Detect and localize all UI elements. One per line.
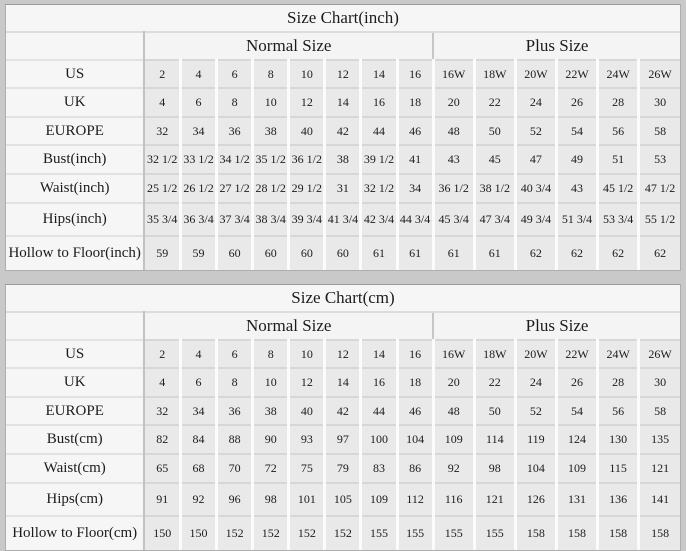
size-cell: 24	[515, 368, 556, 397]
size-cell: 109	[433, 425, 474, 454]
size-cell: 2	[144, 340, 180, 368]
size-cell: 33 1/2	[180, 145, 216, 174]
size-cell: 136	[598, 483, 639, 516]
size-cell: 58	[639, 117, 680, 145]
row-label: US	[6, 60, 144, 88]
size-cell: 2	[144, 60, 180, 88]
corner-cell	[6, 312, 144, 340]
size-cell: 36 3/4	[180, 203, 216, 236]
size-cell: 10	[253, 88, 289, 117]
size-cell: 40	[289, 117, 325, 145]
size-cell: 152	[253, 516, 289, 550]
table-title: Size Chart(cm)	[6, 285, 680, 312]
column-group-header: Normal Size	[144, 32, 433, 60]
size-cell: 10	[289, 60, 325, 88]
table-row	[6, 340, 680, 368]
size-cell: 42	[325, 117, 361, 145]
size-cell: 53	[639, 145, 680, 174]
size-cell: 40	[289, 397, 325, 425]
size-chart-table	[6, 5, 680, 270]
table-row	[6, 454, 680, 483]
size-cell: 24W	[598, 340, 639, 368]
size-cell: 50	[474, 397, 515, 425]
size-cell: 22	[474, 368, 515, 397]
size-cell: 45 1/2	[598, 174, 639, 203]
size-cell: 158	[515, 516, 556, 550]
size-cell: 124	[556, 425, 597, 454]
size-cell: 88	[217, 425, 253, 454]
size-cell: 150	[180, 516, 216, 550]
size-cell: 45 3/4	[433, 203, 474, 236]
size-cell: 121	[474, 483, 515, 516]
size-chart-inch	[5, 4, 681, 271]
size-cell: 62	[556, 236, 597, 270]
size-cell: 62	[639, 236, 680, 270]
size-cell: 35 1/2	[253, 145, 289, 174]
corner-cell	[6, 32, 144, 60]
size-cell: 155	[433, 516, 474, 550]
size-cell: 47 1/2	[639, 174, 680, 203]
size-cell: 36 1/2	[289, 145, 325, 174]
size-cell: 48	[433, 117, 474, 145]
row-label: Waist(inch)	[6, 174, 144, 203]
size-cell: 30	[639, 368, 680, 397]
table-row	[6, 145, 680, 174]
table-row	[6, 117, 680, 145]
row-label: Bust(cm)	[6, 425, 144, 454]
table-row	[6, 88, 680, 117]
size-cell: 130	[598, 425, 639, 454]
size-cell: 18	[397, 368, 433, 397]
size-cell: 20	[433, 88, 474, 117]
column-group-header: Normal Size	[144, 312, 433, 340]
size-cell: 28	[598, 88, 639, 117]
size-cell: 27 1/2	[217, 174, 253, 203]
table-row	[6, 368, 680, 397]
size-cell: 6	[180, 88, 216, 117]
size-cell: 40 3/4	[515, 174, 556, 203]
size-cell: 126	[515, 483, 556, 516]
size-cell: 12	[289, 88, 325, 117]
size-cell: 37 3/4	[217, 203, 253, 236]
size-cell: 32 1/2	[361, 174, 397, 203]
size-cell: 155	[474, 516, 515, 550]
size-cell: 58	[639, 397, 680, 425]
size-cell: 26 1/2	[180, 174, 216, 203]
size-cell: 98	[474, 454, 515, 483]
column-group-header: Plus Size	[433, 312, 680, 340]
size-cell: 52	[515, 397, 556, 425]
size-cell: 10	[253, 368, 289, 397]
size-cell: 79	[325, 454, 361, 483]
size-cell: 22	[474, 88, 515, 117]
size-cell: 61	[397, 236, 433, 270]
table-row	[6, 174, 680, 203]
size-cell: 35 3/4	[144, 203, 180, 236]
size-cell: 6	[217, 340, 253, 368]
size-cell: 26	[556, 88, 597, 117]
size-cell: 18W	[474, 60, 515, 88]
row-label: EUROPE	[6, 117, 144, 145]
size-cell: 22W	[556, 340, 597, 368]
size-cell: 16	[397, 340, 433, 368]
size-cell: 53 3/4	[598, 203, 639, 236]
size-cell: 25 1/2	[144, 174, 180, 203]
size-cell: 158	[556, 516, 597, 550]
size-cell: 16	[397, 60, 433, 88]
size-cell: 61	[361, 236, 397, 270]
size-cell: 131	[556, 483, 597, 516]
size-cell: 52	[515, 117, 556, 145]
size-cell: 86	[397, 454, 433, 483]
size-cell: 61	[433, 236, 474, 270]
size-cell: 92	[180, 483, 216, 516]
size-cell: 100	[361, 425, 397, 454]
size-cell: 30	[639, 88, 680, 117]
size-cell: 34 1/2	[217, 145, 253, 174]
table-row	[6, 397, 680, 425]
size-cell: 44	[361, 397, 397, 425]
size-cell: 116	[433, 483, 474, 516]
size-cell: 68	[180, 454, 216, 483]
size-cell: 61	[474, 236, 515, 270]
size-cell: 41	[397, 145, 433, 174]
table-title: Size Chart(inch)	[6, 5, 680, 32]
size-cell: 91	[144, 483, 180, 516]
size-cell: 47	[515, 145, 556, 174]
size-cell: 43	[556, 174, 597, 203]
row-label: Hips(inch)	[6, 203, 144, 236]
size-cell: 32 1/2	[144, 145, 180, 174]
size-cell: 158	[598, 516, 639, 550]
size-cell: 112	[397, 483, 433, 516]
row-label: UK	[6, 88, 144, 117]
size-cell: 8	[217, 368, 253, 397]
size-cell: 4	[144, 368, 180, 397]
size-cell: 55 1/2	[639, 203, 680, 236]
size-cell: 6	[180, 368, 216, 397]
column-group-header: Plus Size	[433, 32, 680, 60]
size-cell: 49 3/4	[515, 203, 556, 236]
size-cell: 34	[180, 117, 216, 145]
size-cell: 4	[180, 340, 216, 368]
size-cell: 8	[217, 88, 253, 117]
size-cell: 16	[361, 368, 397, 397]
table-row	[6, 203, 680, 236]
size-cell: 43	[433, 145, 474, 174]
size-cell: 39 3/4	[289, 203, 325, 236]
size-cell: 90	[253, 425, 289, 454]
size-cell: 41 3/4	[325, 203, 361, 236]
size-cell: 8	[253, 60, 289, 88]
size-cell: 46	[397, 117, 433, 145]
size-cell: 51 3/4	[556, 203, 597, 236]
table-row	[6, 516, 680, 550]
size-cell: 158	[639, 516, 680, 550]
size-cell: 24W	[598, 60, 639, 88]
size-cell: 16W	[433, 340, 474, 368]
size-cell: 38	[325, 145, 361, 174]
size-cell: 104	[397, 425, 433, 454]
size-cell: 26W	[639, 60, 680, 88]
size-cell: 39 1/2	[361, 145, 397, 174]
size-cell: 101	[289, 483, 325, 516]
size-cell: 109	[361, 483, 397, 516]
size-cell: 56	[598, 397, 639, 425]
table-row	[6, 60, 680, 88]
size-cell: 135	[639, 425, 680, 454]
size-cell: 38 1/2	[474, 174, 515, 203]
size-cell: 38 3/4	[253, 203, 289, 236]
size-cell: 115	[598, 454, 639, 483]
size-cell: 59	[180, 236, 216, 270]
size-cell: 49	[556, 145, 597, 174]
table-row	[6, 425, 680, 454]
size-cell: 12	[325, 60, 361, 88]
row-label: EUROPE	[6, 397, 144, 425]
size-cell: 42 3/4	[361, 203, 397, 236]
size-cell: 152	[325, 516, 361, 550]
size-chart-table	[6, 285, 680, 550]
size-cell: 155	[361, 516, 397, 550]
size-cell: 98	[253, 483, 289, 516]
size-cell: 47 3/4	[474, 203, 515, 236]
size-cell: 48	[433, 397, 474, 425]
size-cell: 51	[598, 145, 639, 174]
size-chart-cm	[5, 284, 681, 551]
size-cell: 92	[433, 454, 474, 483]
size-cell: 75	[289, 454, 325, 483]
size-cell: 12	[289, 368, 325, 397]
size-cell: 14	[361, 340, 397, 368]
size-cell: 83	[361, 454, 397, 483]
size-cell: 28 1/2	[253, 174, 289, 203]
size-cell: 44 3/4	[397, 203, 433, 236]
size-cell: 34	[397, 174, 433, 203]
size-cell: 114	[474, 425, 515, 454]
size-cell: 70	[217, 454, 253, 483]
size-cell: 62	[598, 236, 639, 270]
size-cell: 72	[253, 454, 289, 483]
row-label: UK	[6, 368, 144, 397]
row-label: Hollow to Floor(inch)	[6, 236, 144, 270]
size-cell: 62	[515, 236, 556, 270]
size-cell: 50	[474, 117, 515, 145]
size-cell: 60	[253, 236, 289, 270]
size-cell: 4	[180, 60, 216, 88]
size-cell: 84	[180, 425, 216, 454]
size-cell: 60	[289, 236, 325, 270]
size-cell: 97	[325, 425, 361, 454]
table-row	[6, 483, 680, 516]
size-cell: 28	[598, 368, 639, 397]
size-cell: 105	[325, 483, 361, 516]
size-cell: 36	[217, 397, 253, 425]
row-label: Hips(cm)	[6, 483, 144, 516]
size-cell: 42	[325, 397, 361, 425]
size-cell: 29 1/2	[289, 174, 325, 203]
size-cell: 18	[397, 88, 433, 117]
size-cell: 65	[144, 454, 180, 483]
size-cell: 54	[556, 117, 597, 145]
size-cell: 152	[289, 516, 325, 550]
size-cell: 26	[556, 368, 597, 397]
size-cell: 155	[397, 516, 433, 550]
size-cell: 38	[253, 397, 289, 425]
size-cell: 14	[325, 368, 361, 397]
size-cell: 150	[144, 516, 180, 550]
size-cell: 45	[474, 145, 515, 174]
size-cell: 18W	[474, 340, 515, 368]
row-label: US	[6, 340, 144, 368]
size-cell: 104	[515, 454, 556, 483]
row-label: Hollow to Floor(cm)	[6, 516, 144, 550]
size-cell: 16	[361, 88, 397, 117]
size-cell: 36 1/2	[433, 174, 474, 203]
size-cell: 59	[144, 236, 180, 270]
size-cell: 20	[433, 368, 474, 397]
size-cell: 6	[217, 60, 253, 88]
size-cell: 12	[325, 340, 361, 368]
size-cell: 10	[289, 340, 325, 368]
size-cell: 44	[361, 117, 397, 145]
size-cell: 93	[289, 425, 325, 454]
size-cell: 109	[556, 454, 597, 483]
size-cell: 60	[325, 236, 361, 270]
size-cell: 22W	[556, 60, 597, 88]
row-label: Bust(inch)	[6, 145, 144, 174]
size-cell: 24	[515, 88, 556, 117]
size-cell: 32	[144, 117, 180, 145]
size-cell: 54	[556, 397, 597, 425]
size-cell: 16W	[433, 60, 474, 88]
size-cell: 96	[217, 483, 253, 516]
size-cell: 119	[515, 425, 556, 454]
size-cell: 46	[397, 397, 433, 425]
size-cell: 56	[598, 117, 639, 145]
size-cell: 38	[253, 117, 289, 145]
table-row	[6, 236, 680, 270]
size-cell: 26W	[639, 340, 680, 368]
size-cell: 14	[361, 60, 397, 88]
size-cell: 152	[217, 516, 253, 550]
size-cell: 60	[217, 236, 253, 270]
size-cell: 8	[253, 340, 289, 368]
size-cell: 32	[144, 397, 180, 425]
size-cell: 20W	[515, 340, 556, 368]
size-cell: 36	[217, 117, 253, 145]
size-cell: 82	[144, 425, 180, 454]
size-cell: 31	[325, 174, 361, 203]
size-cell: 34	[180, 397, 216, 425]
size-cell: 20W	[515, 60, 556, 88]
row-label: Waist(cm)	[6, 454, 144, 483]
size-cell: 141	[639, 483, 680, 516]
size-cell: 4	[144, 88, 180, 117]
size-cell: 121	[639, 454, 680, 483]
size-cell: 14	[325, 88, 361, 117]
